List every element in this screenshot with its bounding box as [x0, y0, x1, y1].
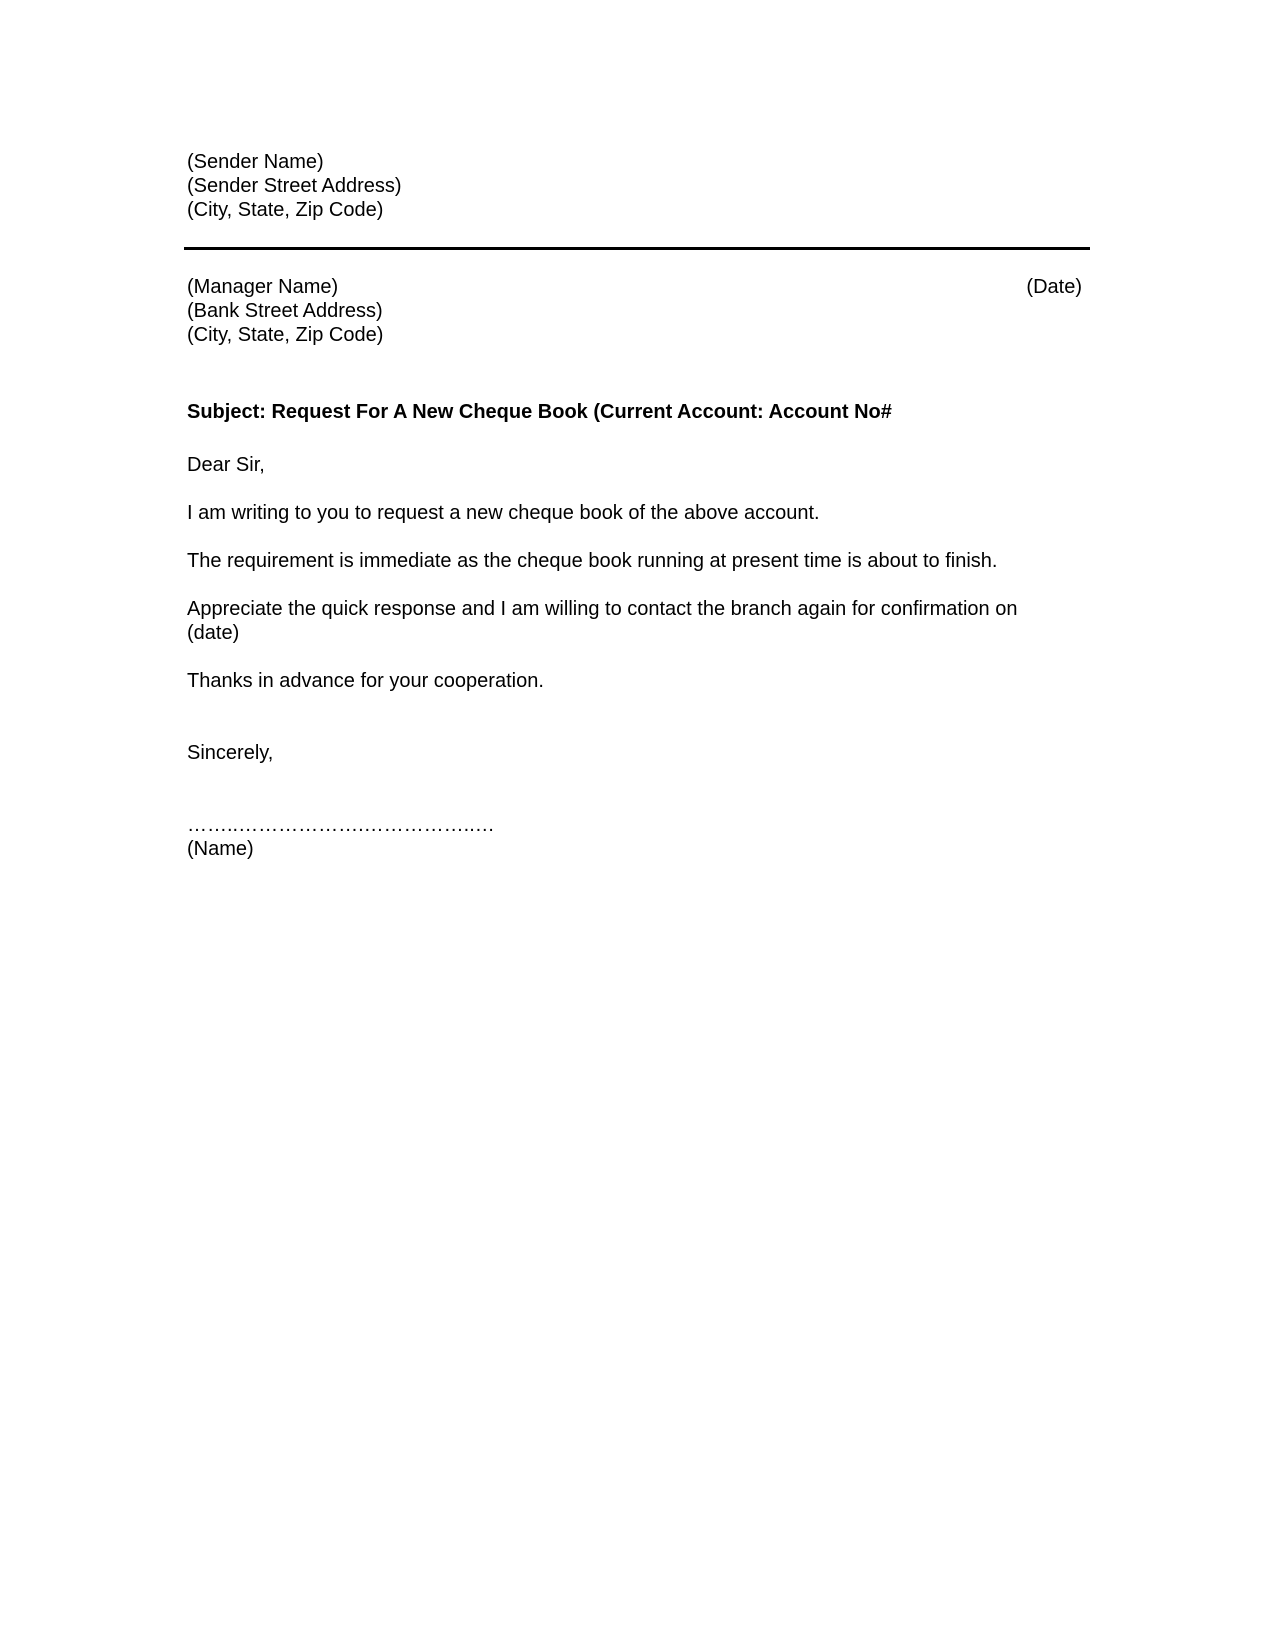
recipient-city: (City, State, Zip Code)	[187, 324, 384, 346]
sender-street: (Sender Street Address)	[187, 175, 402, 197]
body-paragraph-1: I am writing to you to request a new cheque book of the above account.	[187, 502, 820, 524]
signature-name: (Name)	[187, 838, 254, 860]
sender-name: (Sender Name)	[187, 151, 324, 173]
recipient-address-block	[187, 275, 383, 347]
body-paragraph-4: Thanks in advance for your cooperation.	[187, 670, 544, 692]
letter-date: (Date)	[1026, 276, 1082, 298]
body-paragraph-3-line-2: (date)	[187, 622, 240, 644]
recipient-name: (Manager Name)	[187, 276, 339, 298]
closing: Sincerely,	[187, 742, 274, 764]
body-paragraph-2: The requirement is immediate as the cheque book running at present time is about to finish.	[187, 550, 998, 572]
recipient-street: (Bank Street Address)	[187, 300, 383, 322]
subject-line: Subject: Request For A New Cheque Book (Current Account: Account No#	[187, 401, 892, 423]
body-paragraph-3	[187, 597, 1017, 645]
salutation: Dear Sir,	[187, 454, 265, 476]
signature-line: ……..……………….……………..…	[187, 814, 495, 836]
body-paragraph-3-line-1: Appreciate the quick response and I am willing to contact the branch again for confirmation on	[187, 598, 1018, 620]
header-divider	[184, 247, 1090, 250]
sender-address-block	[187, 150, 402, 222]
sender-city: (City, State, Zip Code)	[187, 199, 384, 221]
